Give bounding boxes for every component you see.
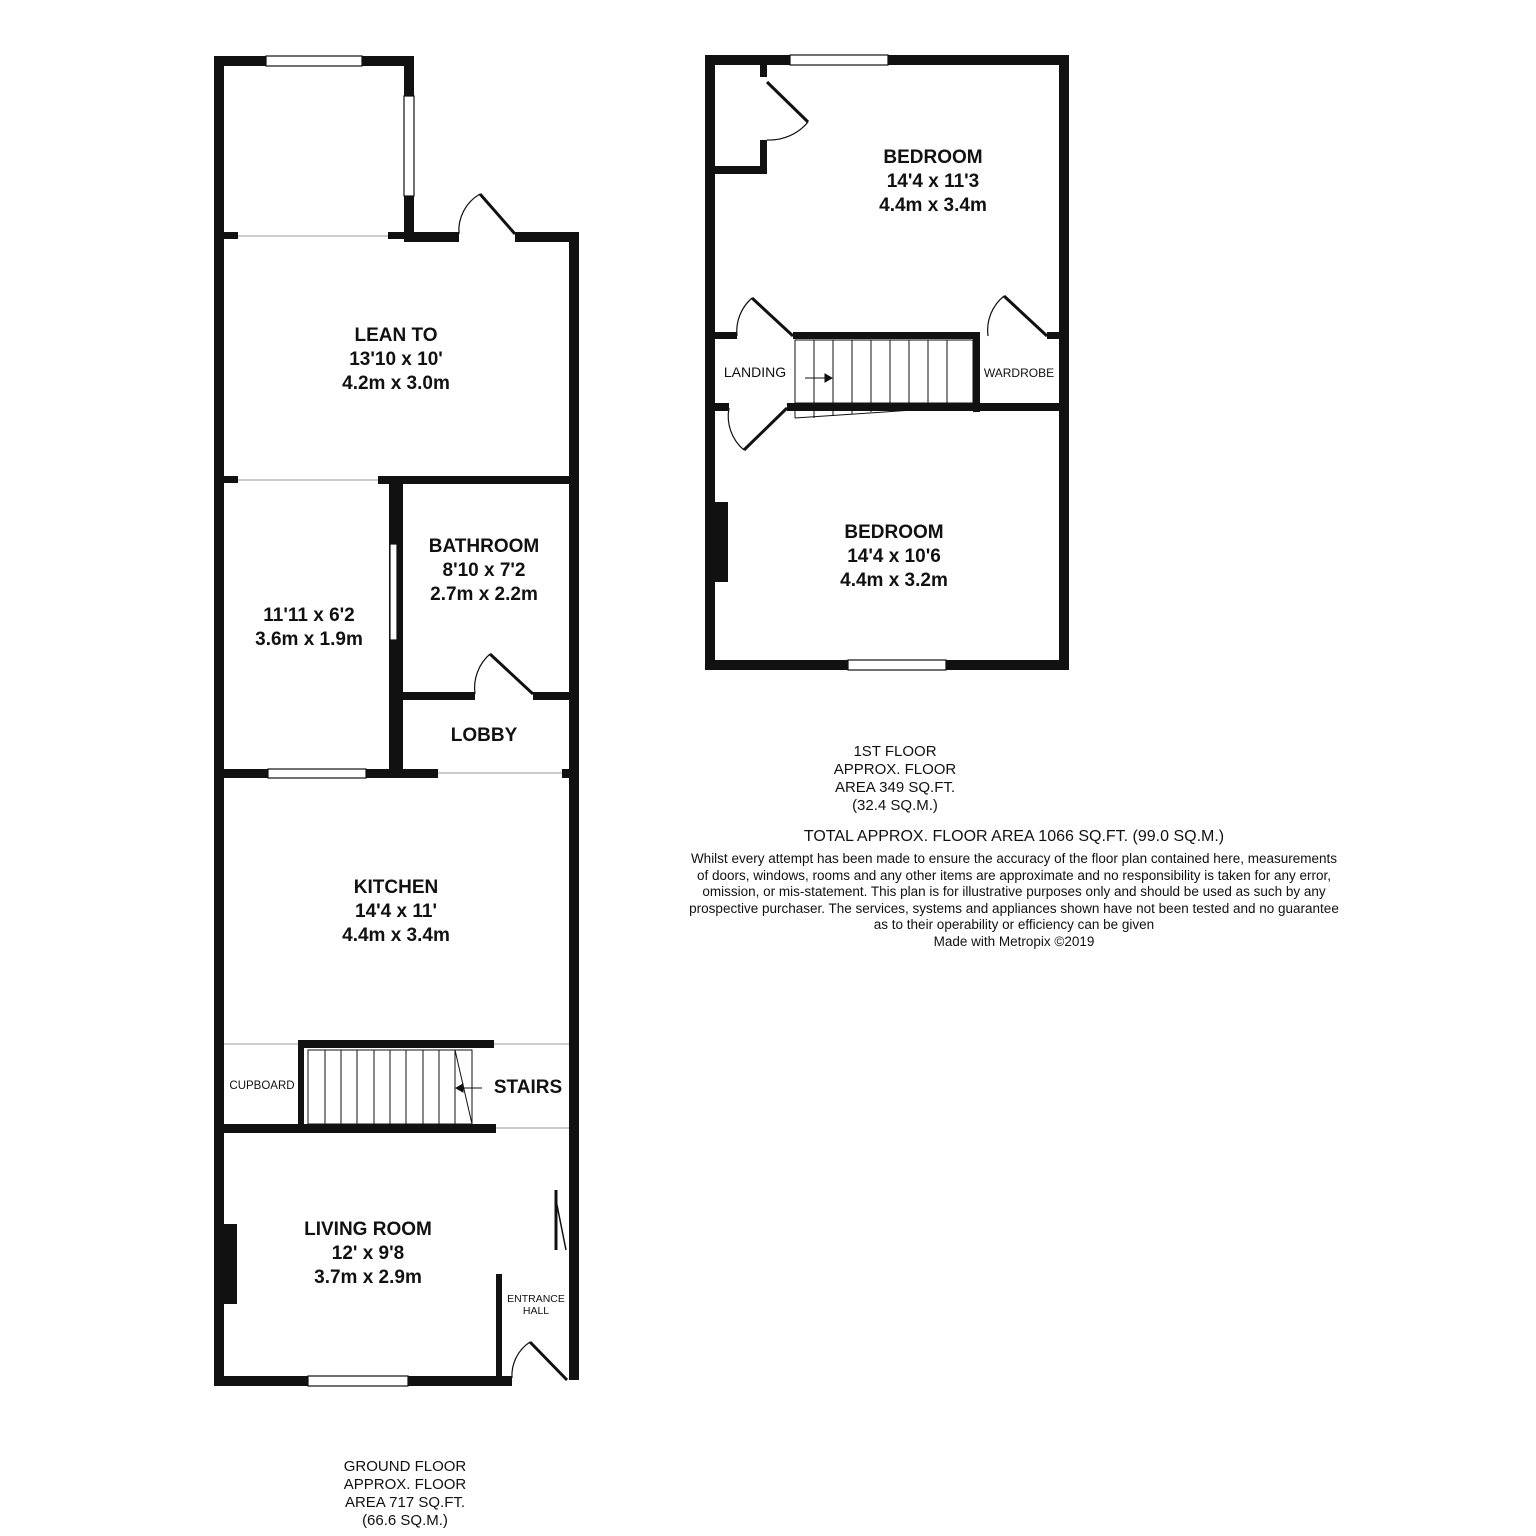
area-line: AREA 717 SQ.FT. (344, 1494, 466, 1511)
ground-floor-walls (214, 56, 579, 1386)
disclaimer-line: as to their operability or efficiency can be given (873, 917, 1155, 932)
area-line: GROUND FLOOR (343, 1458, 467, 1475)
area-line: APPROX. FLOOR (833, 761, 957, 778)
room-name: BATHROOM (428, 536, 540, 557)
room-dimensions-imperial: 11'11 x 6'2 (263, 605, 355, 626)
room-label-wardrobe (979, 366, 1059, 380)
disclaimer-line: omission, or mis-statement. This plan is for illustrative purposes only and should be used as such by any (702, 884, 1326, 899)
room-name: LANDING (723, 364, 787, 380)
first-floor-area (780, 743, 1010, 815)
area-line: APPROX. FLOOR (343, 1476, 467, 1493)
room-name: LOBBY (450, 725, 518, 746)
room-label-side-room (214, 604, 404, 652)
room-dimensions-metric: 2.7m x 2.2m (430, 584, 538, 605)
total-floor-area: TOTAL APPROX. FLOOR AREA 1066 SQ.FT. (99.0 SQ.M.) (803, 828, 1225, 845)
room-label-bedroom-rear (833, 146, 1033, 218)
room-name: WARDROBE (983, 366, 1055, 380)
room-label-lobby (404, 724, 564, 748)
room-label-kitchen (296, 876, 496, 948)
room-name: BEDROOM (844, 522, 944, 543)
ground-floor-area (290, 1458, 520, 1530)
room-label-bedroom-front (794, 521, 994, 593)
room-dimensions-metric: 4.4m x 3.4m (879, 195, 987, 216)
disclaimer-line: Whilst every attempt has been made to ensure the accuracy of the floor plan contained here, measurements (690, 851, 1338, 866)
room-dimensions-imperial: 14'4 x 11'3 (886, 171, 980, 192)
area-line: (32.4 SQ.M.) (852, 797, 938, 814)
room-label-lean-to (296, 324, 496, 396)
room-dimensions-metric: 3.7m x 2.9m (314, 1267, 422, 1288)
room-dimensions-imperial: 14'4 x 11' (355, 901, 437, 922)
room-dimensions-imperial: 14'4 x 10'6 (847, 546, 941, 567)
room-dimensions-imperial: 12' x 9'8 (331, 1243, 405, 1264)
room-name: LIVING ROOM (304, 1219, 432, 1240)
area-line: (66.6 SQ.M.) (362, 1512, 448, 1529)
room-dimensions-metric: 3.6m x 1.9m (255, 629, 363, 650)
room-dimensions-metric: 4.4m x 3.4m (342, 925, 450, 946)
room-label-bathroom (384, 535, 584, 607)
room-dimensions-metric: 4.4m x 3.2m (840, 570, 948, 591)
room-label-entrance-hall (502, 1293, 570, 1317)
room-label-living-room (258, 1218, 478, 1290)
room-name: LEAN TO (354, 325, 438, 346)
room-label-landing (715, 365, 795, 379)
room-name-line2: HALL (522, 1305, 550, 1317)
room-label-stairs (486, 1076, 570, 1100)
room-dimensions-imperial: 8'10 x 7'2 (442, 560, 526, 581)
disclaimer-line: Made with Metropix ©2019 (933, 933, 1095, 949)
room-name: CUPBOARD (229, 1080, 295, 1092)
room-dimensions-imperial: 13'10 x 10' (349, 349, 443, 370)
room-name: STAIRS (493, 1077, 563, 1098)
room-name-line1: ENTRANCE (507, 1293, 565, 1305)
room-name: KITCHEN (353, 877, 439, 898)
area-line: AREA 349 SQ.FT. (834, 779, 956, 796)
disclaimer-line: prospective purchaser. The services, systems and appliances shown have not been tested and no guarantee (689, 900, 1339, 916)
room-name: BEDROOM (883, 147, 983, 168)
ground-floor-stairs (308, 1050, 482, 1124)
disclaimer (630, 851, 1398, 950)
first-floor-doors (728, 82, 1047, 450)
disclaimer-line: of doors, windows, rooms and any other items are approximate and no responsibility is taken for any error, (696, 867, 1332, 883)
room-dimensions-metric: 4.2m x 3.0m (342, 373, 450, 394)
area-line: 1ST FLOOR (853, 743, 937, 760)
room-label-cupboard (224, 1079, 300, 1093)
